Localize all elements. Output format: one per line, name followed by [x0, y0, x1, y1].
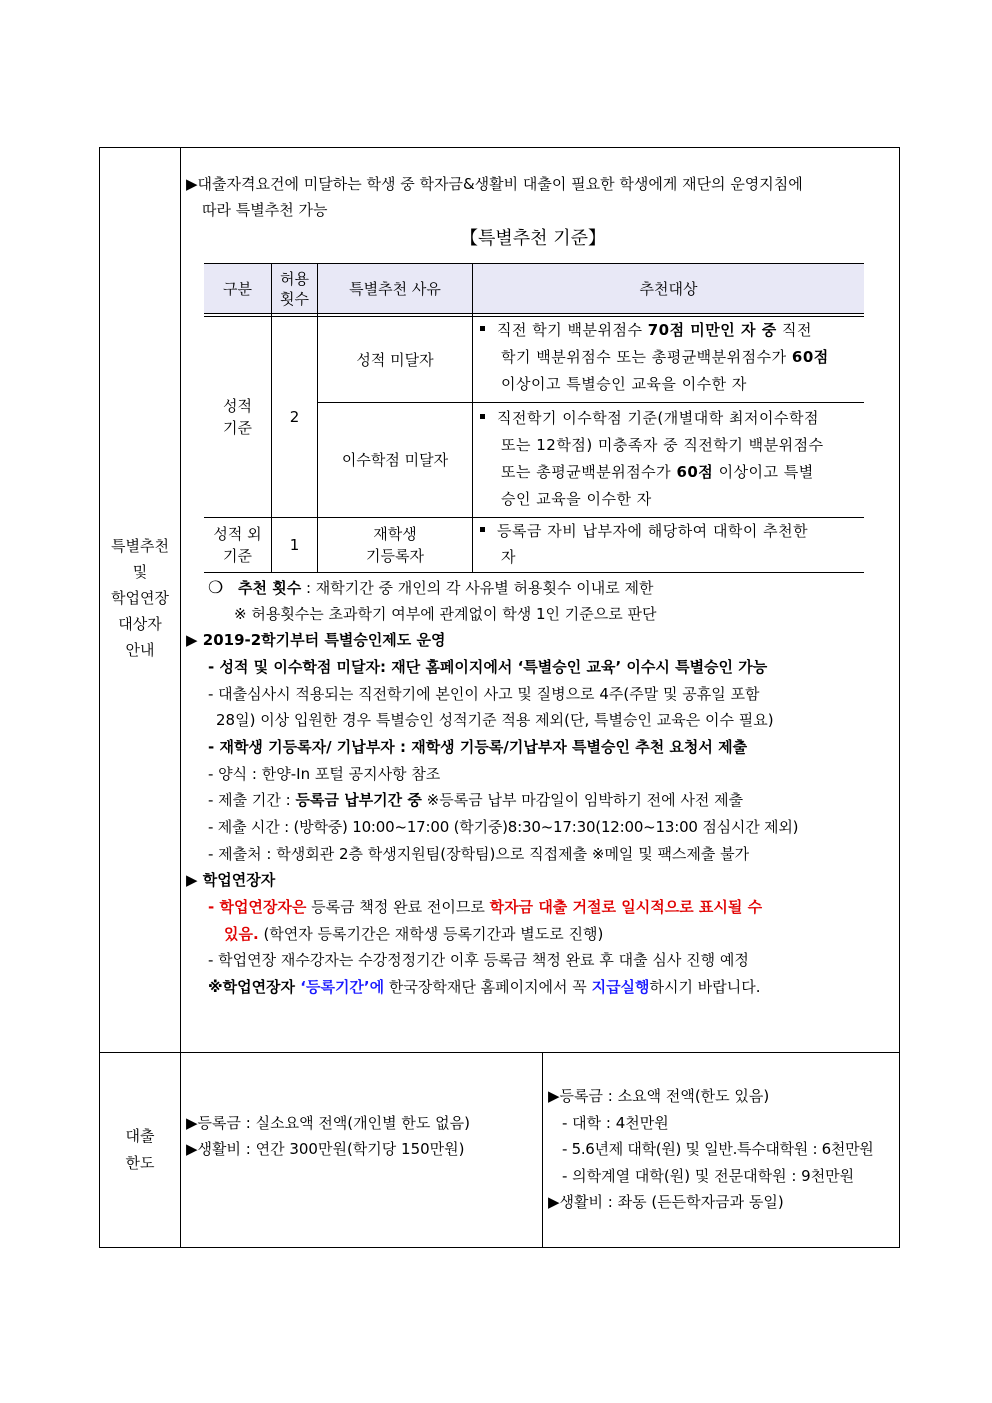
- grade-row2-target: 직전학기 이수학점 기준(개별대학 최저이수학점 또는 12학점) 미충족자 중 직전학기 백분위점수 또는 총평균백분위점수가 60점 이상이고 특별 승인 교육을 이수한 자: [480, 405, 864, 513]
- limit-left-living: ▶생활비 : 연간 300만원(학기당 150만원): [186, 1140, 465, 1158]
- note-count-basis: ※ 허용횟수는 초과학기 여부에 관계없이 학생 1인 기준으로 판단: [234, 605, 657, 623]
- note-hospital-2: 28일) 이상 입원한 경우 특별승인 성적기준 적용 제외(단, 특별승인 교육은 이수 필요): [216, 711, 774, 729]
- note-registered: - 재학생 기등록자/ 기납부자 : 재학생 기등록/기납부자 특별승인 추천 요청서 제출: [208, 738, 748, 756]
- bullet-square-icon: [480, 527, 485, 532]
- note-form: - 양식 : 한양-In 포털 공지사항 참조: [208, 765, 441, 783]
- limit-right-tuition: ▶등록금 : 소요액 전액(한도 있음): [548, 1087, 770, 1105]
- bullet-square-icon: [480, 326, 485, 331]
- other-count: 1: [289, 536, 300, 554]
- grade-category: 성적 기준: [223, 397, 252, 437]
- grade-count: 2: [289, 408, 300, 426]
- note-extension-3: - 학업연장 재수강자는 수강정정기간 이후 등록금 책정 완료 후 대출 심사 진행 예정: [208, 951, 749, 969]
- note-extension-heading: ▶ 학업연장자: [186, 871, 276, 889]
- table-title: 【특별추천 기준】: [460, 228, 607, 249]
- grade-row2-reason: 이수학점 미달자: [341, 451, 449, 469]
- header-target: 추천대상: [639, 279, 698, 298]
- note-special-approval: ▶ 2019-2학기부터 특별승인제도 운영: [186, 631, 446, 649]
- header-count: 허용 횟수: [280, 269, 309, 308]
- limit-left-tuition: ▶등록금 : 실소요액 전액(개인별 한도 없음): [186, 1114, 470, 1132]
- limit-right-living: ▶생활비 : 좌동 (든든학자금과 동일): [548, 1193, 784, 1211]
- note-submit-time: - 제출 시간 : (방학중) 10:00~17:00 (학기중)8:30~17:30(12:00~13:00 점심시간 제외): [208, 818, 799, 836]
- other-reason: 재학생 기등록자: [366, 525, 424, 565]
- limit-right-univ: - 대학 : 4천만원: [562, 1114, 669, 1132]
- section-label-special: 특별추천 및 학업연장 대상자 안내: [111, 537, 169, 659]
- header-reason: 특별추천 사유: [349, 279, 441, 298]
- other-category: 성적 외 기준: [213, 525, 262, 565]
- note-hospital-1: - 대출심사시 적용되는 직전학기에 본인이 사고 및 질병으로 4주(주말 및 공휴일 포함: [208, 685, 760, 703]
- grade-row1-target: 직전 학기 백분위점수 70점 미만인 자 중 직전 학기 백분위점수 또는 총평균백분위점수가 60점 이상이고 특별승인 교육을 이수한 자: [480, 317, 864, 398]
- note-submit-period: - 제출 기간 : 등록금 납부기간 중 ※등록금 납부 마감일이 임박하기 전에 사전 제출: [208, 791, 744, 809]
- intro-line-2: 따라 특별추천 가능: [202, 201, 328, 219]
- limit-right-medical: - 의학계열 대학(원) 및 전문대학원 : 9천만원: [562, 1167, 855, 1185]
- note-extension-4: ※학업연장자 ‘등록기간’에 한국장학재단 홈페이지에서 꼭 지급실행하시기 바랍니다.: [208, 978, 761, 996]
- limit-right-grad: - 5.6년제 대학(원) 및 일반.특수대학원 : 6천만원: [562, 1140, 874, 1158]
- grade-row1-reason: 성적 미달자: [356, 350, 434, 369]
- note-grade-approval: - 성적 및 이수학점 미달자: 재단 홈페이지에서 ‘특별승인 교육’ 이수시 특별승인 가능: [208, 658, 768, 676]
- section-label-limit: 대출 한도: [125, 1127, 155, 1172]
- note-submit-place: - 제출처 : 학생회관 2층 학생지원팀(장학팀)으로 직접제출 ※메일 및 팩스제출 불가: [208, 845, 750, 863]
- bullet-square-icon: [480, 414, 485, 419]
- other-target: 등록금 자비 납부자에 해당하여 대학이 추천한 자: [480, 518, 864, 570]
- header-category: 구분: [223, 279, 252, 298]
- note-extension-2: 있음. (학연자 등록기간은 재학생 등록기간과 별도로 진행): [224, 925, 604, 943]
- note-extension-1: - 학업연장자은 등록금 책정 완료 전이므로 학자금 대출 거절로 일시적으로 표시될 수: [208, 898, 763, 916]
- intro-line-1: ▶대출자격요건에 미달하는 학생 중 학자금&생활비 대출이 필요한 학생에게 재단의 운영지침에: [186, 175, 803, 193]
- note-recommend-count: ❍ 추천 횟수 : 재학기간 중 개인의 각 사유별 허용횟수 이내로 제한: [208, 578, 654, 598]
- circle-bullet-icon: ❍: [208, 578, 224, 598]
